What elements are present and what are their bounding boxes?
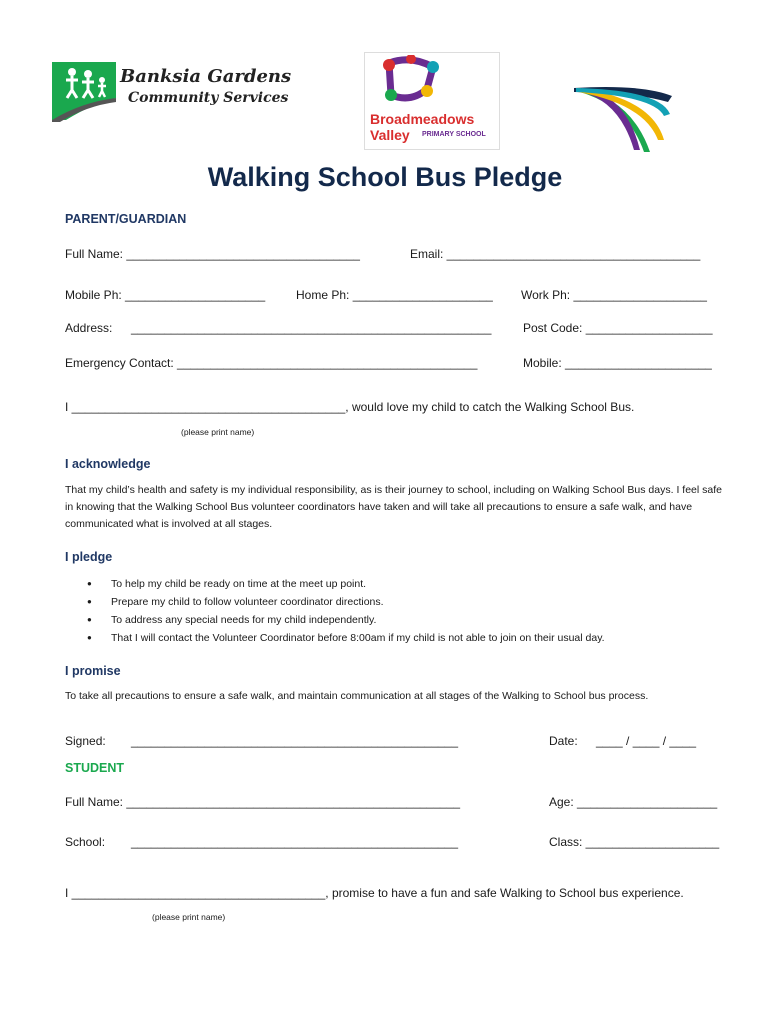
student-heading: STUDENT (65, 761, 125, 775)
acknowledge-text: That my child’s health and safety is my individual responsibility, as is their journey to school, including on Walking School Bus days. I feel safe in knowing that the Walking School Bus volunteer coordinators have taken and will take all precautions to ensure a safe walk, and have communicated what is involved at all stages. (65, 484, 722, 530)
class-field[interactable]: Class: ____________________ (549, 835, 720, 849)
mobile-ph-field[interactable]: Mobile Ph: _____________________ (65, 288, 266, 302)
post-code-field[interactable]: Post Code: ___________________ (523, 321, 713, 335)
signature-field[interactable]: _________________________________________________ (131, 734, 459, 748)
student-full-name-field[interactable]: Full Name: __________________________________________________ (65, 795, 461, 809)
school-emblem-icon (371, 55, 451, 109)
pledge-item: ● To address any special needs for my child independently. (65, 611, 605, 629)
pledge-list (65, 575, 605, 647)
student-age-field[interactable]: Age: _____________________ (549, 795, 718, 809)
pledge-item: ● That I will contact the Volunteer Coordinator before 8:00am if my child is not able to join on their usual day. (65, 629, 605, 647)
parent-email-field[interactable]: Email: ______________________________________ (410, 247, 701, 261)
school-label: School: (65, 835, 106, 849)
work-ph-field[interactable]: Work Ph: ____________________ (521, 288, 707, 302)
emergency-mobile-field[interactable]: Mobile: ______________________ (523, 356, 712, 370)
parent-statement[interactable]: I _________________________________________, would love my child to catch the Walking School Bus. (65, 400, 635, 414)
acknowledge-heading: I acknowledge (65, 457, 151, 471)
parent-full-name-field[interactable]: Full Name: ___________________________________ (65, 247, 360, 261)
student-print-note: (please print name) (152, 912, 226, 922)
banksia-line2: Community Services (128, 90, 289, 106)
address-label: Address: (65, 321, 113, 335)
promise-heading: I promise (65, 664, 121, 678)
signed-label: Signed: (65, 734, 106, 748)
banksia-gardens-logo (52, 58, 292, 122)
broadmeadows-valley-logo (364, 52, 500, 150)
broadmeadows-line3: PRIMARY SCHOOL (422, 131, 486, 138)
swoosh-logo (572, 80, 674, 154)
parent-print-note: (please print name) (181, 427, 255, 437)
banksia-line1: Banksia Gardens (120, 66, 292, 87)
pledge-heading: I pledge (65, 550, 113, 564)
emergency-contact-field[interactable]: Emergency Contact: _____________________________________________ (65, 356, 478, 370)
school-field[interactable]: _________________________________________________ (131, 835, 459, 849)
page-title: Walking School Bus Pledge (207, 162, 563, 192)
date-label: Date: (549, 734, 578, 748)
parent-guardian-heading: PARENT/GUARDIAN (65, 212, 187, 226)
swoosh-icon (572, 80, 674, 154)
date-field[interactable]: ____ / ____ / ____ (596, 734, 697, 748)
address-field[interactable]: ______________________________________________________ (131, 321, 492, 335)
promise-text: To take all precautions to ensure a safe walk, and maintain communication at all stages of the Walking to School bus process. (65, 690, 649, 702)
broadmeadows-line2: Valley (370, 127, 410, 143)
broadmeadows-line1: Broadmeadows (370, 111, 475, 127)
pledge-item: ● To help my child be ready on time at the meet up point. (65, 575, 605, 593)
student-statement[interactable]: I ______________________________________, promise to have a fun and safe Walking to School bus experience. (65, 886, 684, 900)
pledge-item: ● Prepare my child to follow volunteer coordinator directions. (65, 593, 605, 611)
home-ph-field[interactable]: Home Ph: _____________________ (296, 288, 493, 302)
